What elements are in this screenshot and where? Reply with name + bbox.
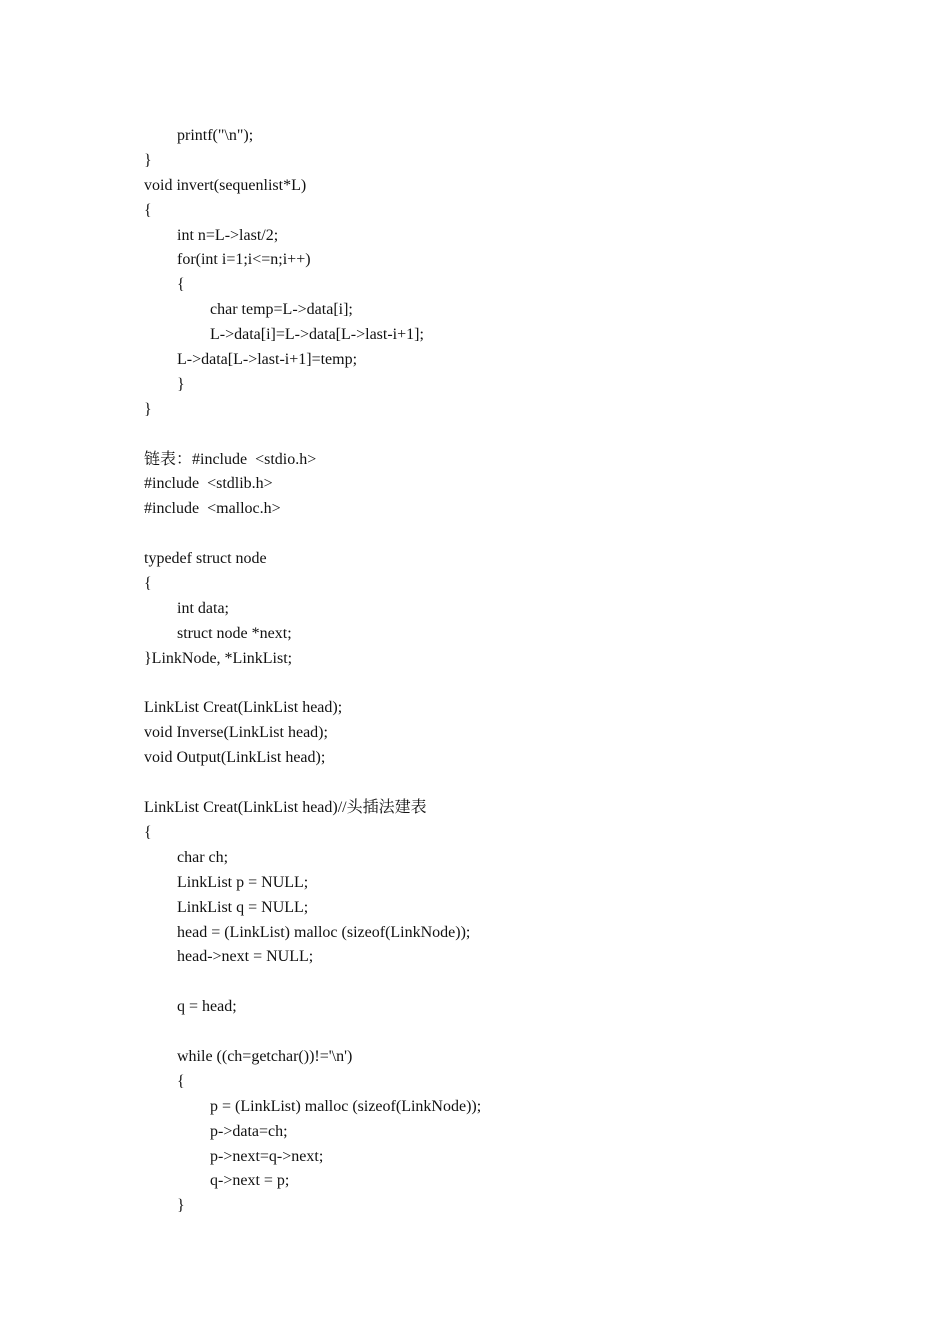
blank-line — [144, 522, 864, 547]
code-line: void Inverse(LinkList head); — [144, 724, 328, 742]
code-line: } — [177, 1197, 185, 1215]
code-line: } — [144, 151, 152, 169]
code-line: { — [144, 201, 152, 219]
code-line: { — [177, 276, 185, 294]
code-line: q->next = p; — [210, 1172, 290, 1190]
code-line: typedef struct node — [144, 550, 267, 568]
code-line: void invert(sequenlist*L) — [144, 176, 307, 194]
code-line: { — [144, 823, 152, 841]
blank-line — [144, 1020, 864, 1045]
code-line: { — [144, 575, 152, 593]
code-line: int data; — [177, 599, 229, 617]
code-line: q = head; — [177, 998, 237, 1016]
blank-line — [144, 423, 864, 448]
code-line: L->data[L->last-i+1]=temp; — [177, 351, 358, 369]
code-line: head = (LinkList) malloc (sizeof(LinkNode)); — [177, 923, 471, 941]
code-line: LinkList p = NULL; — [177, 873, 309, 891]
blank-line — [144, 771, 864, 796]
code-line: L->data[i]=L->data[L->last-i+1]; — [210, 326, 424, 344]
code-line: LinkList Creat(LinkList head); — [144, 699, 343, 717]
code-line: LinkList q = NULL; — [177, 898, 309, 916]
code-line: int n=L->last/2; — [177, 226, 279, 244]
code-line: struct node *next; — [177, 624, 292, 642]
blank-line — [144, 672, 864, 697]
code-line: void Output(LinkList head); — [144, 749, 326, 767]
code-line: }LinkNode, *LinkList; — [144, 649, 293, 667]
code-line: 链表：#include <stdio.h> — [144, 450, 317, 468]
code-line: LinkList Creat(LinkList head)//头插法建表 — [144, 799, 427, 817]
code-line: } — [144, 400, 152, 418]
code-line: printf("\n"); — [177, 127, 254, 144]
code-listing — [144, 124, 864, 1219]
code-line: head->next = NULL; — [177, 948, 314, 966]
code-line: p = (LinkList) malloc (sizeof(LinkNode)); — [210, 1097, 482, 1115]
blank-line — [144, 970, 864, 995]
code-line: while ((ch=getchar())!='\n') — [177, 1047, 353, 1065]
code-line: for(int i=1;i<=n;i++) — [177, 251, 311, 269]
code-line: p->next=q->next; — [210, 1147, 324, 1165]
code-line: #include <malloc.h> — [144, 500, 281, 518]
code-line: char temp=L->data[i]; — [210, 301, 353, 319]
code-line: { — [177, 1072, 185, 1090]
code-line: } — [177, 375, 185, 393]
code-line: p->data=ch; — [210, 1122, 288, 1140]
code-line: #include <stdlib.h> — [144, 475, 273, 493]
code-line: char ch; — [177, 848, 229, 866]
